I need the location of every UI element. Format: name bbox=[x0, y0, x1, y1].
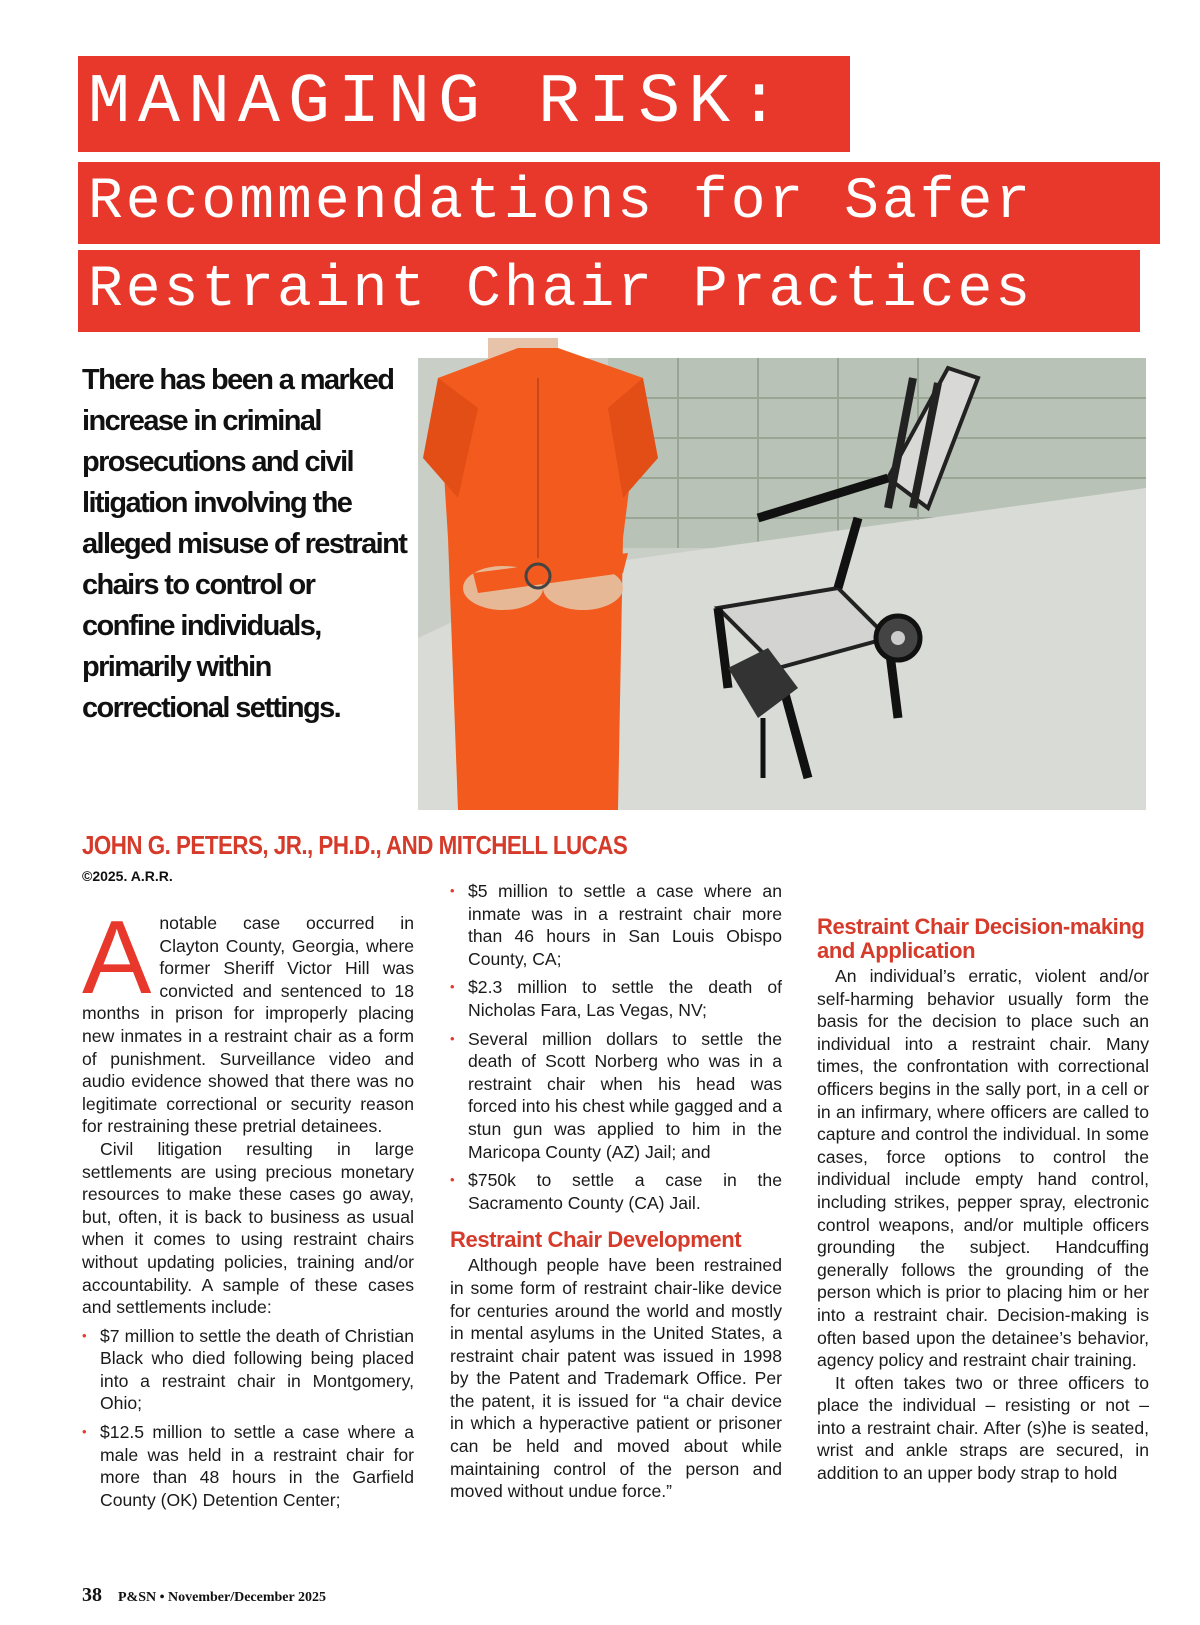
title-line-1: MANAGING RISK: bbox=[78, 56, 850, 152]
column-1 bbox=[82, 900, 414, 1517]
page-number: 38 bbox=[82, 1584, 102, 1606]
list-item: • Several million dollars to settle the death of Scott Norberg who was in a restraint chair when his head was forced into his chest while gagged and a stun gun was applied to him in the Maricopa County (AZ) Jail; and bbox=[450, 1028, 782, 1164]
title-line-3: Restraint Chair Practices bbox=[78, 250, 1140, 332]
paragraph-development: Although people have been restrained in some form of restraint chair-like device for centuries around the world and mostly in mental asylums in the United States, a restraint chair patent was issued in 1998 by the Patent and Trademark Office. Per the patent, it is issued for “a chair device in which a hyperactive patient or prisoner can be held and moved about while maintaining control of the person and moved without undue force.” bbox=[450, 1255, 782, 1502]
list-item: • $7 million to settle the death of Christian Black who died following being placed into a restraint chair in Montgomery, Ohio; bbox=[82, 1325, 414, 1415]
byline-authors: JOHN G. PETERS, JR., PH.D., AND MITCHELL LUCAS bbox=[82, 830, 628, 860]
magazine-issue: P&SN • November/December 2025 bbox=[118, 1590, 326, 1605]
paragraph-decision-1: An individual’s erratic, violent and/or self-harming behavior usually form the basis for the decision to place such an individual into a restraint chair. Many times, the confrontation with correctional officers begins in the sally port, in a cell or in an infirmary, where officers are called to capture and control the individual. In some cases, force options to control the individual include empty hand control, including strikes, pepper spray, electronic control weapons, and/or multiple officers grounding the subject. Handcuffing generally follows the grounding of the person which is prior to placing him or her into a restraint chair. Decision-making is often based upon the detainee’s behavior, agency policy and restraint chair training. bbox=[817, 966, 1149, 1371]
list-item: • $12.5 million to settle a case where a male was held in a restraint chair for more than 48 hours in the Garfield County (OK) Detention Center; bbox=[82, 1421, 414, 1511]
article-deck: There has been a marked increase in criminal prosecutions and civil litigation involving the alleged misuse of restraint chairs to control or confine individuals, primarily within correctional settings. bbox=[82, 364, 407, 724]
list-item: • $750k to settle a case in the Sacramento County (CA) Jail. bbox=[450, 1169, 782, 1214]
list-item: • $2.3 million to settle the death of Nicholas Fara, Las Vegas, NV; bbox=[450, 976, 782, 1021]
page-footer bbox=[82, 1584, 326, 1607]
copyright-notice: ©2025. A.R.R. bbox=[82, 868, 173, 884]
settlement-list bbox=[82, 1325, 414, 1512]
column-3 bbox=[817, 880, 1149, 1485]
paragraph-litigation: Civil litigation resulting in large settlements are using precious monetary resources to make these cases go away, but, often, it is back to business as usual when it comes to using restraint chairs without updating policies, training and/or accountability. A sample of these cases and settlements include: bbox=[82, 1138, 414, 1318]
paragraph-decision-2: It often takes two or three officers to place the individual – resisting or not – into a restraint chair. After (s)he is seated, wrist and ankle straps are secured, in addition to an upper body strap to hold bbox=[817, 1372, 1149, 1484]
column-2 bbox=[450, 880, 782, 1503]
title-line-2: Recommendations for Safer bbox=[78, 162, 1160, 244]
drop-cap: A bbox=[82, 900, 152, 1016]
heading-decision: Restraint Chair Decision-making and Application bbox=[817, 914, 1145, 963]
restraint-chair-photo bbox=[418, 338, 1146, 810]
heading-development: Restraint Chair Development bbox=[450, 1227, 742, 1253]
list-item: • $5 million to settle a case where an inmate was in a restraint chair more than 46 hours in San Louis Obispo County, CA; bbox=[450, 880, 782, 970]
paragraph-intro: Anotable case occurred in Clayton County, Georgia, where former Sheriff Victor Hill was convicted and sentenced to 18 months in prison for improperly placing new inmates in a restraint chair as a form of punishment. Surveillance video and audio evidence showed that there was no legitimate correctional or security reason for restraining these pretrial detainees. bbox=[82, 900, 414, 1137]
settlement-list-continued bbox=[450, 880, 782, 1214]
